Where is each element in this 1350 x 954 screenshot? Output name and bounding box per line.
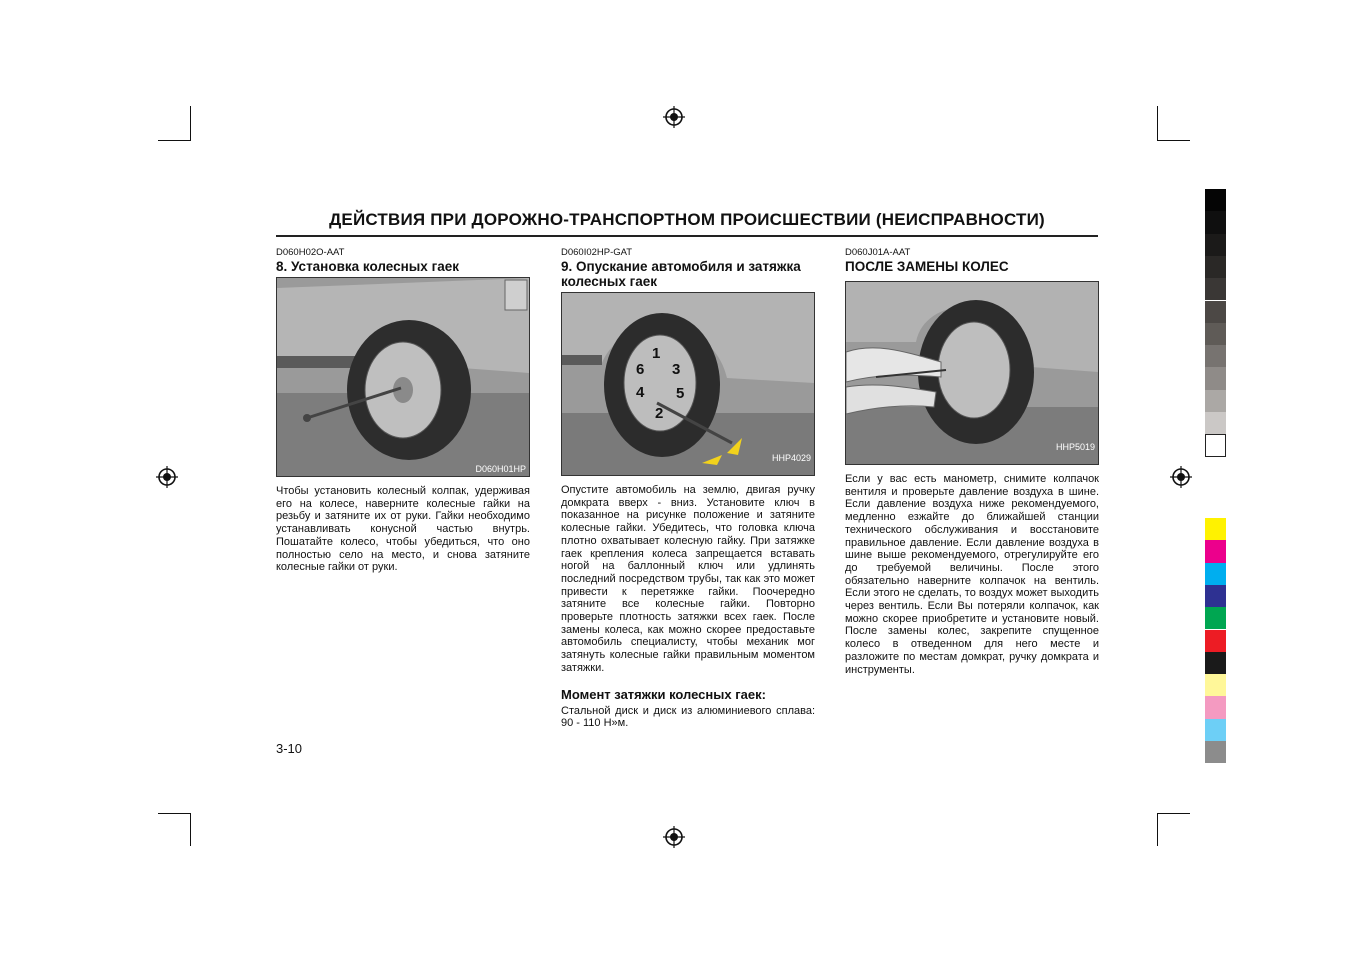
color-swatch: [1205, 301, 1226, 323]
section-heading: 9. Опускание автомобиля и затяжка колесных гаек: [561, 259, 801, 289]
registration-mark-icon: [1170, 466, 1192, 488]
color-swatch: [1205, 674, 1226, 696]
color-swatch: [1205, 434, 1226, 456]
section-heading: ПОСЛЕ ЗАМЕНЫ КОЛЕС: [845, 259, 1009, 274]
registration-mark-icon: [663, 106, 685, 128]
color-swatch: [1205, 234, 1226, 256]
nut-label: 6: [636, 361, 645, 378]
nut-label: 5: [676, 385, 685, 402]
nut-label: 4: [636, 384, 645, 401]
crop-mark: [190, 106, 191, 141]
column-wheel-nuts: [276, 247, 530, 574]
nut-label: 3: [672, 361, 681, 378]
crop-mark: [158, 813, 191, 814]
color-swatch: [1205, 630, 1226, 652]
registration-mark-icon: [156, 466, 178, 488]
torque-text: Стальной диск и диск из алюминиевого сплава: 90 - 110 Н»м.: [561, 704, 815, 730]
registration-mark-icon: [663, 826, 685, 848]
nut-label: 1: [652, 345, 661, 362]
figure-install-nuts: [276, 277, 530, 477]
section-code: D060J01A-AAT: [845, 247, 911, 258]
crop-mark: [158, 140, 191, 141]
color-swatch: [1205, 585, 1226, 607]
section-text: Опустите автомобиль на землю, двигая ручку домкрата вверх - вниз. Установите ключ в показанное на рисунке положение и затяните колесные гайки. Убедитесь, что головка ключа плотно охватывает колесную гайку. При затяжке гаек крепления колеса запрещается вставать ногой на баллонный ключ или удлинять последний посредством трубы, так как это может привести к перетяжке гайки. Поочередно затяните все колесные гайки. Повторно проверьте плотность затяжки всех гаек. После замены колеса, как можно скорее предоставьте автомобиль специалисту, чтобы механик мог затянуть колесные гайки правильным моментом затяжки.: [561, 484, 815, 674]
color-swatch: [1205, 741, 1226, 763]
column-after-change: [845, 247, 1099, 676]
color-swatch: [1205, 256, 1226, 278]
column-lowering: [561, 247, 815, 730]
section-code: D060H02O-AAT: [276, 247, 345, 258]
torque-heading: Момент затяжки колесных гаек:: [561, 686, 766, 702]
crop-mark: [1157, 813, 1190, 814]
title-rule: [276, 235, 1098, 237]
section-text: Если у вас есть манометр, снимите колпачок вентиля и проверьте давление воздуха в шине. Если давление воздуха ниже рекомендуемого, медленно езжайте до ближайшей станции технического обслуживания и восстановите правильное давление. Если давление воздуха в шине выше рекомендуемого, отрегулируйте его до требуемой величины. После этого обязательно наверните колпачок на вентиль. Если этого не сделать, то воздух может выходить через вентиль. Если Вы потеряли колпачок, как можно скорее приобретите и установите новый. После замены колес, закрепите спущенное колесо в отведенном для него месте и разложите по местам домкрат, ручку домкрата и инструменты.: [845, 473, 1099, 676]
figure-code: HHP4029: [771, 453, 811, 463]
color-swatch: [1205, 278, 1226, 300]
section-code: D060I02HP-GAT: [561, 247, 633, 258]
color-swatch: [1205, 518, 1226, 540]
color-swatch: [1205, 189, 1226, 211]
color-swatch: [1205, 323, 1226, 345]
color-swatch: [1205, 211, 1226, 233]
color-swatch: [1205, 345, 1226, 367]
page-number: 3-10: [276, 741, 303, 756]
figure-check-pressure: [845, 281, 1099, 465]
nut-label: 2: [655, 405, 664, 422]
figure-tighten-nuts: [561, 292, 815, 476]
color-swatch: [1205, 563, 1226, 585]
color-swatch: [1205, 607, 1226, 629]
color-swatch: [1205, 540, 1226, 562]
wheel-illustration: [277, 278, 529, 476]
crop-mark: [1157, 140, 1190, 141]
color-swatch: [1205, 390, 1226, 412]
section-text: Чтобы установить колесный колпак, удерживая его на колесе, наверните колесные гайки на резьбу и затяните их от руки. Гайки необходимо устанавливать конусной частью внутрь. Пошатайте колесо, чтобы убедиться, что оно полностью село на место, и снова затяните колесные гайки от руки.: [276, 485, 530, 574]
figure-code: D060H01HP: [475, 464, 526, 474]
color-swatch: [1205, 696, 1226, 718]
figure-code: HHP5019: [1055, 442, 1095, 452]
color-swatch: [1205, 412, 1226, 434]
color-swatch: [1205, 652, 1226, 674]
crop-mark: [1157, 106, 1158, 141]
wheel-illustration: [562, 293, 814, 475]
color-swatch: [1205, 367, 1226, 389]
wheel-illustration: [846, 282, 1098, 464]
crop-mark: [1157, 813, 1158, 846]
page-title: ДЕЙСТВИЯ ПРИ ДОРОЖНО-ТРАНСПОРТНОМ ПРОИСШЕСТВИИ (НЕИСПРАВНОСТИ): [329, 210, 1045, 229]
section-heading: 8. Установка колесных гаек: [276, 259, 459, 274]
color-swatch: [1205, 719, 1226, 741]
crop-mark: [190, 813, 191, 846]
